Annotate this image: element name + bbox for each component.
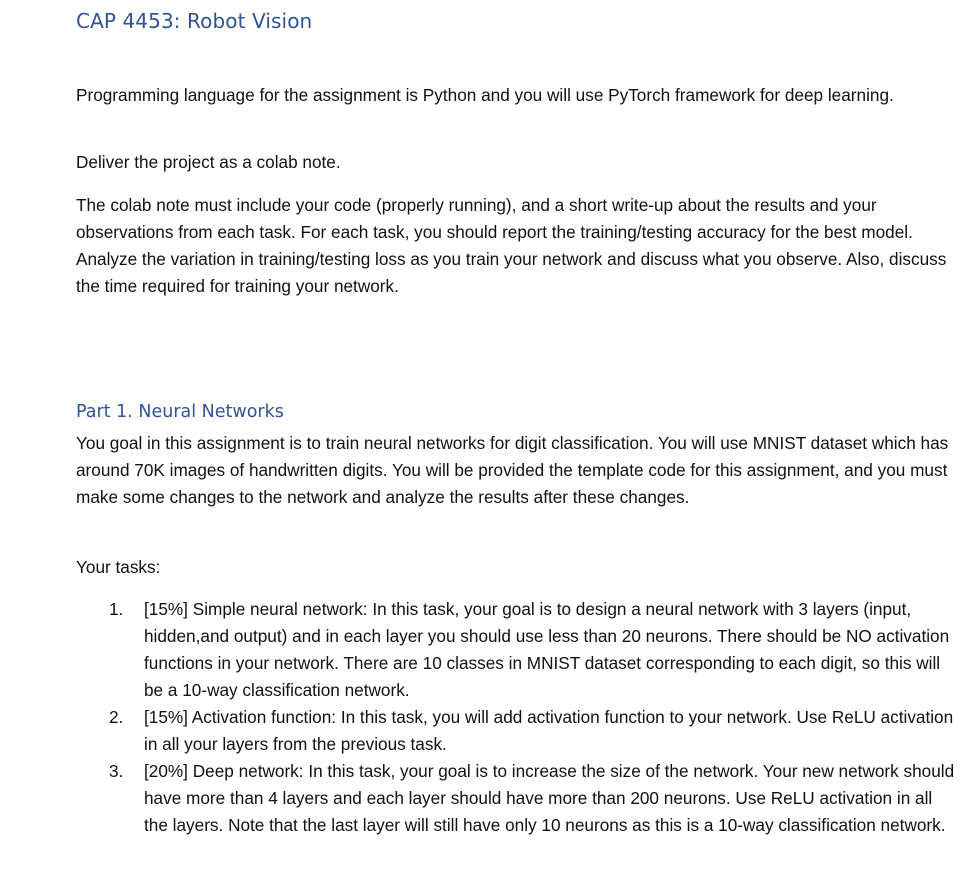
tasks-label: Your tasks: (76, 557, 161, 577)
part1-heading: Part 1. Neural Networks (76, 402, 284, 422)
document-title: CAP 4453: Robot Vision (76, 9, 313, 33)
task-number: 3. (109, 761, 124, 781)
task-item (76, 704, 956, 758)
task-item (76, 758, 956, 839)
task-item (76, 596, 956, 704)
requirements-paragraph: The colab note must include your code (properly running), and a short write-up about the results and your observations from each task. For each task, you should report the training/testing accuracy for the best model. Analyze the variation in training/testing loss as you train your network and discuss what you observe. Also, discuss the time required for training your network. (76, 195, 947, 296)
task-text: [15%] Activation function: In this task, you will add activation function to your network. Use ReLU activation in all your layers from the previous task. (144, 707, 954, 754)
task-text: [15%] Simple neural network: In this task, your goal is to design a neural network with 3 layers (input, hidden,and output) and in each layer you should use less than 20 neurons. There should be NO activation functions in your network. There are 10 classes in MNIST dataset corresponding to each digit, so this will be a 10-way classification network. (144, 599, 950, 700)
language-paragraph: Programming language for the assignment is Python and you will use PyTorch framework for deep learning. (76, 85, 894, 105)
task-list (76, 596, 956, 839)
delivery-paragraph: Deliver the project as a colab note. (76, 152, 341, 172)
task-number: 1. (109, 599, 124, 619)
task-number: 2. (109, 707, 124, 727)
part1-intro-paragraph: You goal in this assignment is to train neural networks for digit classification. You will use MNIST dataset which has around 70K images of handwritten digits. You will be provided the template code for this assignment, and you must make some changes to the network and analyze the results after these changes. (76, 433, 949, 507)
task-text: [20%] Deep network: In this task, your goal is to increase the size of the network. Your new network should have more than 4 layers and each layer should have more than 200 neurons. Use ReLU activation in all the layers. Note that the last layer will still have only 10 neurons as this is a 10-way classification network. (144, 761, 955, 835)
